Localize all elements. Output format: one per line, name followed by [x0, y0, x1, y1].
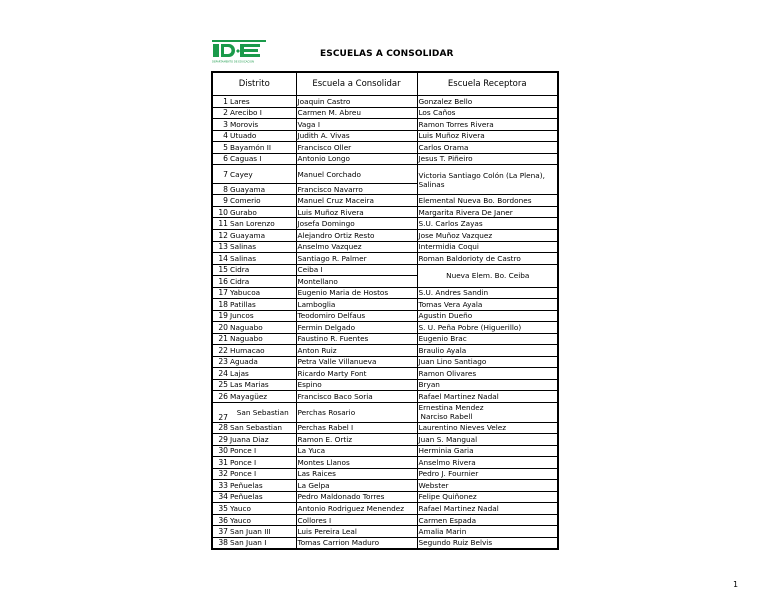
table-row-number: 18 — [212, 299, 229, 311]
table-row — [212, 142, 558, 154]
table-row-distrito: Yauco — [229, 514, 296, 526]
table-row-distrito: Comerio — [229, 195, 296, 207]
table-row-number: 33 — [212, 480, 229, 492]
table-row-escuela: Manuel Corchado — [296, 165, 417, 184]
table-row-escuela: Eugenio Maria de Hostos — [296, 287, 417, 299]
table-row-number: 22 — [212, 345, 229, 357]
table-row-distrito: Gurabo — [229, 206, 296, 218]
header-escuela: Escuela a Consolidar — [296, 72, 417, 96]
table-row-distrito: Yauco — [229, 503, 296, 515]
table-row-escuela: Carmen M. Abreu — [296, 107, 417, 119]
table-row-number: 23 — [212, 356, 229, 368]
table-row-distrito: Salinas — [229, 253, 296, 265]
table-row-receptora: Laurentino Nieves Velez — [417, 422, 558, 434]
table-row-escuela: Anton Ruiz — [296, 345, 417, 357]
table-row — [212, 368, 558, 380]
table-row-distrito: Las Marias — [229, 379, 296, 391]
table-row-distrito: Lares — [229, 96, 296, 108]
table-row — [212, 230, 558, 242]
header-receptora: Escuela Receptora — [417, 72, 558, 96]
table-row — [212, 445, 558, 457]
table-row-number: 15 — [212, 264, 229, 276]
table-row-escuela: Fermin Delgado — [296, 322, 417, 334]
table-body — [212, 96, 558, 550]
table-row-distrito: Arecibo I — [229, 107, 296, 119]
table-row-number: 6 — [212, 153, 229, 165]
table-row-number: 8 — [212, 183, 229, 195]
table-row-number: 14 — [212, 253, 229, 265]
table-row-receptora: Gonzalez Bello — [417, 96, 558, 108]
table-row-number: 17 — [212, 287, 229, 299]
table-row-receptora: S. U. Peña Pobre (Higuerillo) — [417, 322, 558, 334]
table-row — [212, 422, 558, 434]
table-row-escuela: Montes Llanos — [296, 457, 417, 469]
table-row-escuela: Faustino R. Fuentes — [296, 333, 417, 345]
table-row-number: 20 — [212, 322, 229, 334]
table-row-receptora: Ramon Torres Rivera — [417, 119, 558, 131]
table-row — [212, 253, 558, 265]
table-row — [212, 287, 558, 299]
table-row-number: 10 — [212, 206, 229, 218]
table-row-escuela: Pedro Maldonado Torres — [296, 491, 417, 503]
table-row-escuela: Luis Pereira Leal — [296, 526, 417, 538]
table-row-distrito: San Lorenzo — [229, 218, 296, 230]
table-row-number: 12 — [212, 230, 229, 242]
table-row-escuela: Joaquin Castro — [296, 96, 417, 108]
table-row-distrito: Peñuelas — [229, 491, 296, 503]
table-row-receptora: Eugenio Brac — [417, 333, 558, 345]
table-row-distrito: Mayagüez — [229, 391, 296, 403]
table-row-distrito: Aguada — [229, 356, 296, 368]
table-row-receptora: Amalia Marin — [417, 526, 558, 538]
table-row-distrito: Caguas I — [229, 153, 296, 165]
table-row-escuela: Petra Valle Villanueva — [296, 356, 417, 368]
table-row-receptora: Carmen Espada — [417, 514, 558, 526]
table-row-number: 35 — [212, 503, 229, 515]
table-row-distrito: Cayey — [229, 165, 296, 184]
table-row — [212, 468, 558, 480]
table-row-distrito: Cidra — [229, 264, 296, 276]
table-row-receptora: S.U. Andres Sandin — [417, 287, 558, 299]
table-row — [212, 96, 558, 108]
table-row-distrito: Cidra — [229, 276, 296, 288]
table-row-receptora: Juan S. Mangual — [417, 434, 558, 446]
table-row-number: 5 — [212, 142, 229, 154]
table-row-escuela: Lamboglia — [296, 299, 417, 311]
table-row-receptora — [417, 402, 558, 422]
table-row — [212, 322, 558, 334]
table-row-escuela: Montellano — [296, 276, 417, 288]
document-title: ESCUELAS A CONSOLIDAR — [320, 49, 454, 59]
table-row — [212, 537, 558, 549]
table-row-receptora: Pedro J. Fournier — [417, 468, 558, 480]
table-row-escuela: Francisco Baco Soria — [296, 391, 417, 403]
table-row-receptora: Tomas Vera Ayala — [417, 299, 558, 311]
table-row — [212, 153, 558, 165]
table-row-number: 7 — [212, 165, 229, 184]
table-row — [212, 345, 558, 357]
table-row-receptora: Rafael Martinez Nadal — [417, 503, 558, 515]
table-row-receptora: Carlos Orama — [417, 142, 558, 154]
table-row-number: 34 — [212, 491, 229, 503]
table-row — [212, 402, 558, 422]
table-row-escuela: Santiago R. Palmer — [296, 253, 417, 265]
table-row-escuela: Anselmo Vazquez — [296, 241, 417, 253]
table-row-number: 19 — [212, 310, 229, 322]
table-row-receptora: Intermidia Coqui — [417, 241, 558, 253]
table-row — [212, 457, 558, 469]
table-row-escuela: Las Raices — [296, 468, 417, 480]
table-row-distrito: Peñuelas — [229, 480, 296, 492]
table-row-receptora: Segundo Ruiz Belvis — [417, 537, 558, 549]
table-row — [212, 514, 558, 526]
table-row-distrito: Naguabo — [229, 322, 296, 334]
table-row-receptora: Juan Lino Santiago — [417, 356, 558, 368]
table-row-number: 31 — [212, 457, 229, 469]
table-row-escuela: Antonio Rodriguez Menendez — [296, 503, 417, 515]
table-row-number: 29 — [212, 434, 229, 446]
table-row-distrito: Utuado — [229, 130, 296, 142]
header-distrito: Distrito — [212, 72, 296, 96]
table-row-receptora-line: Narciso Rabell — [420, 412, 473, 422]
table-row-number: 3 — [212, 119, 229, 131]
table-row-receptora: Luis Muñoz Rivera — [417, 130, 558, 142]
table-row-number: 25 — [212, 379, 229, 391]
table-row-distrito: Lajas — [229, 368, 296, 380]
table-row — [212, 503, 558, 515]
table-row-number: 21 — [212, 333, 229, 345]
table-row-distrito: Yabucoa — [229, 287, 296, 299]
table-row-receptora: Roman Baldorioty de Castro — [417, 253, 558, 265]
table-row-escuela: Judith A. Vivas — [296, 130, 417, 142]
table-row — [212, 356, 558, 368]
table-row-distrito: Juncos — [229, 310, 296, 322]
table-row-number: 27 — [212, 402, 229, 422]
table-row-distrito: Bayamón II — [229, 142, 296, 154]
table-row-distrito: Ponce I — [229, 468, 296, 480]
table-row-escuela: La Gelpa — [296, 480, 417, 492]
table-row-distrito: Ponce I — [229, 457, 296, 469]
consolidation-table-wrapper — [211, 71, 557, 550]
table-row-escuela: Perchas Rosario — [296, 402, 417, 422]
table-row-receptora: Webster — [417, 480, 558, 492]
table-row — [212, 526, 558, 538]
table-row-number: 2 — [212, 107, 229, 119]
table-row-distrito: Naguabo — [229, 333, 296, 345]
table-row-receptora-line: Ernestina Mendez — [418, 403, 484, 413]
table-row-distrito: Salinas — [229, 241, 296, 253]
table-row — [212, 241, 558, 253]
table-row-escuela: Ricardo Marty Font — [296, 368, 417, 380]
table-row-receptora: Victoria Santiago Colón (La Plena), Salinas — [417, 165, 558, 195]
table-row-distrito: Morovis — [229, 119, 296, 131]
logo-caption: DEPARTAMENTO DE EDUCACION — [212, 60, 254, 64]
table-row-receptora: Jesus T. Piñeiro — [417, 153, 558, 165]
table-row — [212, 130, 558, 142]
table-row — [212, 333, 558, 345]
table-row-escuela: Ramon E. Ortiz — [296, 434, 417, 446]
table-row-distrito: San Sebastian — [229, 422, 296, 434]
table-row-number: 30 — [212, 445, 229, 457]
table-row-distrito: Juana Diaz — [229, 434, 296, 446]
table-row-distrito: Guayama — [229, 230, 296, 242]
table-row-number: 9 — [212, 195, 229, 207]
table-row-escuela: Francisco Oller — [296, 142, 417, 154]
table-row-distrito: San Juan I — [229, 537, 296, 549]
page-number: 1 — [733, 580, 739, 589]
table-row — [212, 434, 558, 446]
table-row-distrito: Patillas — [229, 299, 296, 311]
table-row — [212, 264, 558, 276]
table-row-number: 24 — [212, 368, 229, 380]
table-row — [212, 480, 558, 492]
table-row-escuela: Vaga I — [296, 119, 417, 131]
table-header-row — [212, 72, 558, 96]
table-row-receptora: Jose Muñoz Vazquez — [417, 230, 558, 242]
table-row-receptora: Agustin Dueño — [417, 310, 558, 322]
table-row-escuela: Francisco Navarro — [296, 183, 417, 195]
table-row-number: 16 — [212, 276, 229, 288]
table-row-escuela: Luis Muñoz Rivera — [296, 206, 417, 218]
table-row-number: 37 — [212, 526, 229, 538]
table-row-number: 26 — [212, 391, 229, 403]
table-row-receptora: Elemental Nueva Bo. Bordones — [417, 195, 558, 207]
table-row-distrito: San Juan III — [229, 526, 296, 538]
table-row-escuela: Manuel Cruz Maceira — [296, 195, 417, 207]
table-row-escuela: La Yuca — [296, 445, 417, 457]
table-row-receptora: Ramon Olivares — [417, 368, 558, 380]
table-row-receptora: Braulio Ayala — [417, 345, 558, 357]
table-row-escuela: Perchas Rabel I — [296, 422, 417, 434]
table-row-escuela: Espino — [296, 379, 417, 391]
table-row-number: 4 — [212, 130, 229, 142]
table-row-distrito: Guayama — [229, 183, 296, 195]
table-row-number: 11 — [212, 218, 229, 230]
table-row-receptora: Margarita Rivera De Janer — [417, 206, 558, 218]
table-row-escuela: Tomas Carrion Maduro — [296, 537, 417, 549]
table-row — [212, 206, 558, 218]
table-row-escuela: Alejandro Ortiz Resto — [296, 230, 417, 242]
table-row-number: 1 — [212, 96, 229, 108]
table-row — [212, 107, 558, 119]
table-row-escuela: Ceiba I — [296, 264, 417, 276]
table-row-receptora: Nueva Elem. Bo. Ceiba — [417, 264, 558, 287]
table-row — [212, 310, 558, 322]
table-row — [212, 391, 558, 403]
table-row — [212, 165, 558, 184]
table-row-receptora: Los Caños — [417, 107, 558, 119]
table-row-receptora: Felipe Quiñonez — [417, 491, 558, 503]
table-row — [212, 119, 558, 131]
table-row-receptora: S.U. Carlos Zayas — [417, 218, 558, 230]
table-row — [212, 491, 558, 503]
table-row-number: 32 — [212, 468, 229, 480]
table-row-distrito: Humacao — [229, 345, 296, 357]
table-row — [212, 195, 558, 207]
table-row — [212, 299, 558, 311]
table-row-distrito: San Sebastian — [229, 402, 296, 422]
table-row-escuela: Teodomiro Delfaus — [296, 310, 417, 322]
table-row — [212, 379, 558, 391]
table-row-number: 38 — [212, 537, 229, 549]
table-row-receptora: Anselmo Rivera — [417, 457, 558, 469]
table-row-number: 13 — [212, 241, 229, 253]
table-row-distrito: Ponce I — [229, 445, 296, 457]
table-row-number: 36 — [212, 514, 229, 526]
table-row-number: 28 — [212, 422, 229, 434]
table-row-escuela: Antonio Longo — [296, 153, 417, 165]
department-logo — [212, 40, 266, 64]
table-row-escuela: Collores I — [296, 514, 417, 526]
table-row — [212, 218, 558, 230]
table-row-receptora: Herminia Garia — [417, 445, 558, 457]
table-row-receptora: Rafael Martinez Nadal — [417, 391, 558, 403]
table-row-escuela: Josefa Domingo — [296, 218, 417, 230]
table-row-receptora: Bryan — [417, 379, 558, 391]
consolidation-table — [211, 71, 559, 550]
